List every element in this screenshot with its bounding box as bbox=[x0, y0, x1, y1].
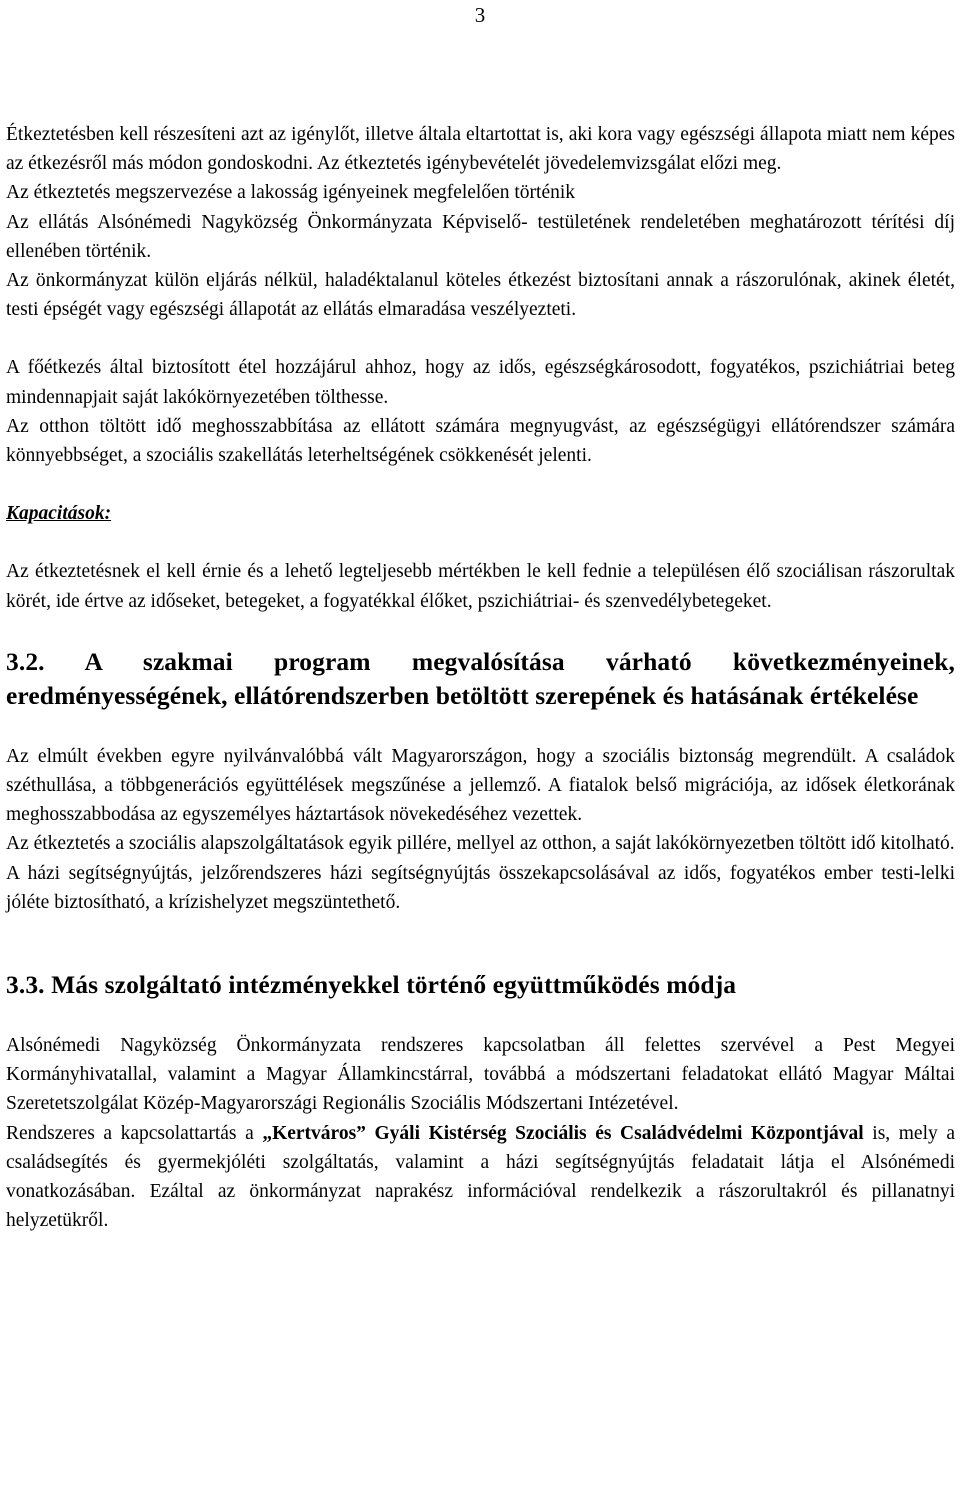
paragraph-social-security: Az elmúlt években egyre nyilvánvalóbbá vált Magyarországon, hogy a szociális biztonság megrendült. A családok széthullása, a többgenerációs együttélések megszűnése a jellemző. A fiatalok belső migrációja, az idősek életkorának meghosszabbodása az egyszemélyes háztartások növekedéséhez vezettek. bbox=[6, 745, 955, 826]
paragraph-meal-pillar: Az étkeztetés a szociális alapszolgáltatások egyik pillére, mellyel az otthon, a saját lakókörnyezetben töltött idő kitolható. bbox=[6, 833, 955, 855]
section-3-3-heading: 3.3. Más szolgáltató intézményekkel történő együttműködés módja bbox=[6, 970, 737, 1000]
page-number: 3 bbox=[474, 3, 486, 27]
paragraph-cooperation: Alsónémedi Nagyközség Önkormányzata rendszeres kapcsolatban áll felettes szervével a Pest Megyei Kormányhivatallal, valamint a Magyar Államkincstárral, továbbá a módszertani feladatokat ellátó Magyar Máltai Szeretetszolgálat Közép-Magyarországi Regionális Szociális Módszertani Intézetével. bbox=[6, 1035, 955, 1115]
contact-prefix: Rendszeres a kapcsolattartás a bbox=[6, 1122, 263, 1144]
paragraph-home-help: A házi segítségnyújtás, jelzőrendszeres házi segítségnyújtás összekapcsolásával az idős, fogyatékos ember testi-lelki jóléte biztosítható, a krízishelyzet megszüntethető. bbox=[6, 862, 955, 913]
paragraph-fee: Az ellátás Alsónémedi Nagyközség Önkormányzata Képviselő- testületének rendeletében meghatározott térítési díj ellenében történik. bbox=[6, 211, 955, 262]
contact-suffix: is, mely a családsegítés és gyermekjóléti szolgáltatás, valamint a házi segítségnyújtás feladatait látja el Alsónémedi vonatkozásában. Ezáltal az önkormányzat naprakész információval rendelkezik a rászorultakról és pillanatnyi helyzetükről. bbox=[6, 1122, 955, 1232]
paragraph-main-meal: A főétkezés által biztosított étel hozzájárul ahhoz, hogy az idős, egészségkárosodott, fogyatékos, pszichiátriai beteg mindennapjait saját lakókörnyezetében tölthesse. bbox=[6, 357, 955, 408]
document-body bbox=[6, 120, 955, 1235]
paragraph-contact bbox=[6, 1119, 955, 1236]
paragraph-home-time: Az otthon töltött idő meghosszabbítása az ellátott számára megnyugvást, az egészségügyi ellátórendszer számára könnyebbséget, a szociális szakellátás leterheltségének csökkenését jelenti. bbox=[6, 415, 955, 467]
center-name: „Kertváros” Gyáli Kistérség Szociális és Családvédelmi Központjával bbox=[262, 1122, 864, 1144]
paragraph-capacities: Az étkeztetésnek el kell érnie és a lehető legteljesebb mértékben le kell fednie a településen élő szociálisan rászorultak körét, ide értve az időseket, betegeket, a fogyatékkal élőket, pszichiátriai- és szenvedélybetegeket. bbox=[6, 561, 955, 612]
paragraph-urgent-provision: Az önkormányzat külön eljárás nélkül, haladéktalanul köteles étkezést biztosítani annak a rászorulónak, akinek életét, testi épségét vagy egészségi állapotát az ellátás elmaradása veszélyezteti. bbox=[6, 270, 955, 321]
kapacitasok-heading: Kapacitások: bbox=[6, 503, 112, 525]
section-3-2-heading: 3.2. A szakmai program megvalósítása várható következményeinek, eredményességének, ellátórendszerben betöltött szerepének és hatásának értékelése bbox=[6, 646, 955, 710]
paragraph-organization: Az étkeztetés megszervezése a lakosság igényeinek megfelelően történik bbox=[6, 182, 576, 204]
paragraph-eligibility: Étkeztetésben kell részesíteni azt az igénylőt, illetve általa eltartottat is, aki kora vagy egészségi állapota miatt nem képes az étkezésről más módon gondoskodni. Az étkeztetés igénybevételét jövedelemvizsgálat előzi meg. bbox=[6, 124, 955, 175]
